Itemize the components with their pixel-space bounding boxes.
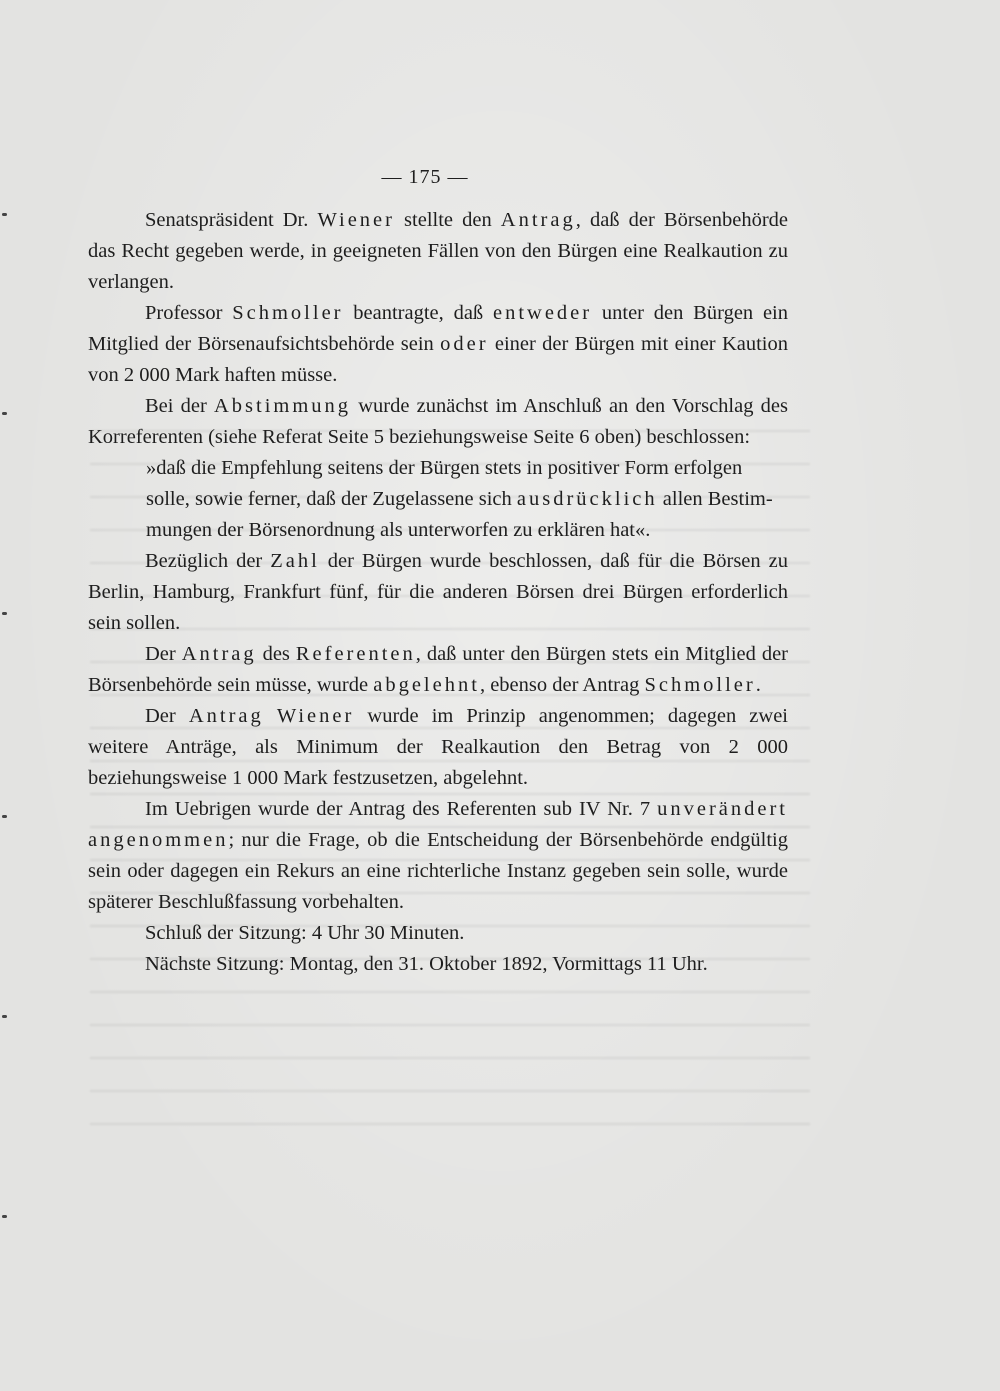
paragraph-wiener-motion: Senatspräsident Dr. Wiener stellte den Antrag, daß der Börsenbehörde das Recht gegeben werde, in geeigneten Fällen von den Bürgen eine Realkaution zu verlangen.: [88, 209, 788, 293]
margin-mark: [2, 1215, 7, 1218]
page-number: — 175 —: [381, 166, 469, 188]
paragraph-vote: Bei der Abstimmung wurde zunächst im Anschluß an den Vorschlag des Korreferenten (siehe Referat Seite 5 beziehungsweise Seite 6 oben) beschlossen:: [88, 395, 788, 448]
margin-mark: [2, 612, 7, 615]
session-end: Schluß der Sitzung: 4 Uhr 30 Minuten.: [145, 922, 465, 944]
paragraph-remaining-motion: Im Uebrigen wurde der Antrag des Referenten sub IV Nr. 7 unverändert angenommen; nur die Frage, ob die Entscheidung der Börsenbehörde endgültig sein oder dagegen ein Rekurs an eine richterliche Instanz gegeben sein solle, wurde späterer Beschlußfassung vorbehalten.: [88, 798, 788, 913]
margin-mark: [2, 1015, 7, 1018]
paragraph-schmoller-motion: Professor Schmoller beantragte, daß entweder unter den Bürgen ein Mitglied der Börsenaufsichtsbehörde sein oder einer der Bürgen mit einer Kaution von 2 000 Mark haften müsse.: [88, 302, 789, 386]
margin-mark: [2, 213, 7, 216]
resolution-quote: »daß die Empfehlung seitens der Bürgen stets in positiver Form erfolgen solle, sowie ferner, daß der Zugelassene sich ausdrücklich allen Bestim- mungen der Börsenordnung als unterworfen zu erklären hat«.: [146, 457, 773, 541]
margin-mark: [2, 412, 7, 415]
paragraph-wiener-accepted: Der Antrag Wiener wurde im Prinzip angenommen; dagegen zwei weitere Anträge, als Minimum der Realkaution den Betrag von 2 000 beziehungsweise 1 000 Mark festzusetzen, abgelehnt.: [88, 705, 789, 789]
next-session: Nächste Sitzung: Montag, den 31. Oktober 1892, Vormittags 11 Uhr.: [145, 953, 708, 975]
paragraph-referent-motion: Der Antrag des Referenten, daß unter den Bürgen stets ein Mitglied der Börsenbehörde sein müsse, wurde abgelehnt, ebenso der Antrag Schmoller.: [88, 643, 789, 696]
page-body: [88, 205, 788, 980]
paragraph-number-of-guarantors: Bezüglich der Zahl der Bürgen wurde beschlossen, daß für die Börsen zu Berlin, Hamburg, Frankfurt fünf, für die anderen Börsen drei Bürgen erforderlich sein sollen.: [88, 550, 788, 634]
margin-mark: [2, 815, 7, 818]
